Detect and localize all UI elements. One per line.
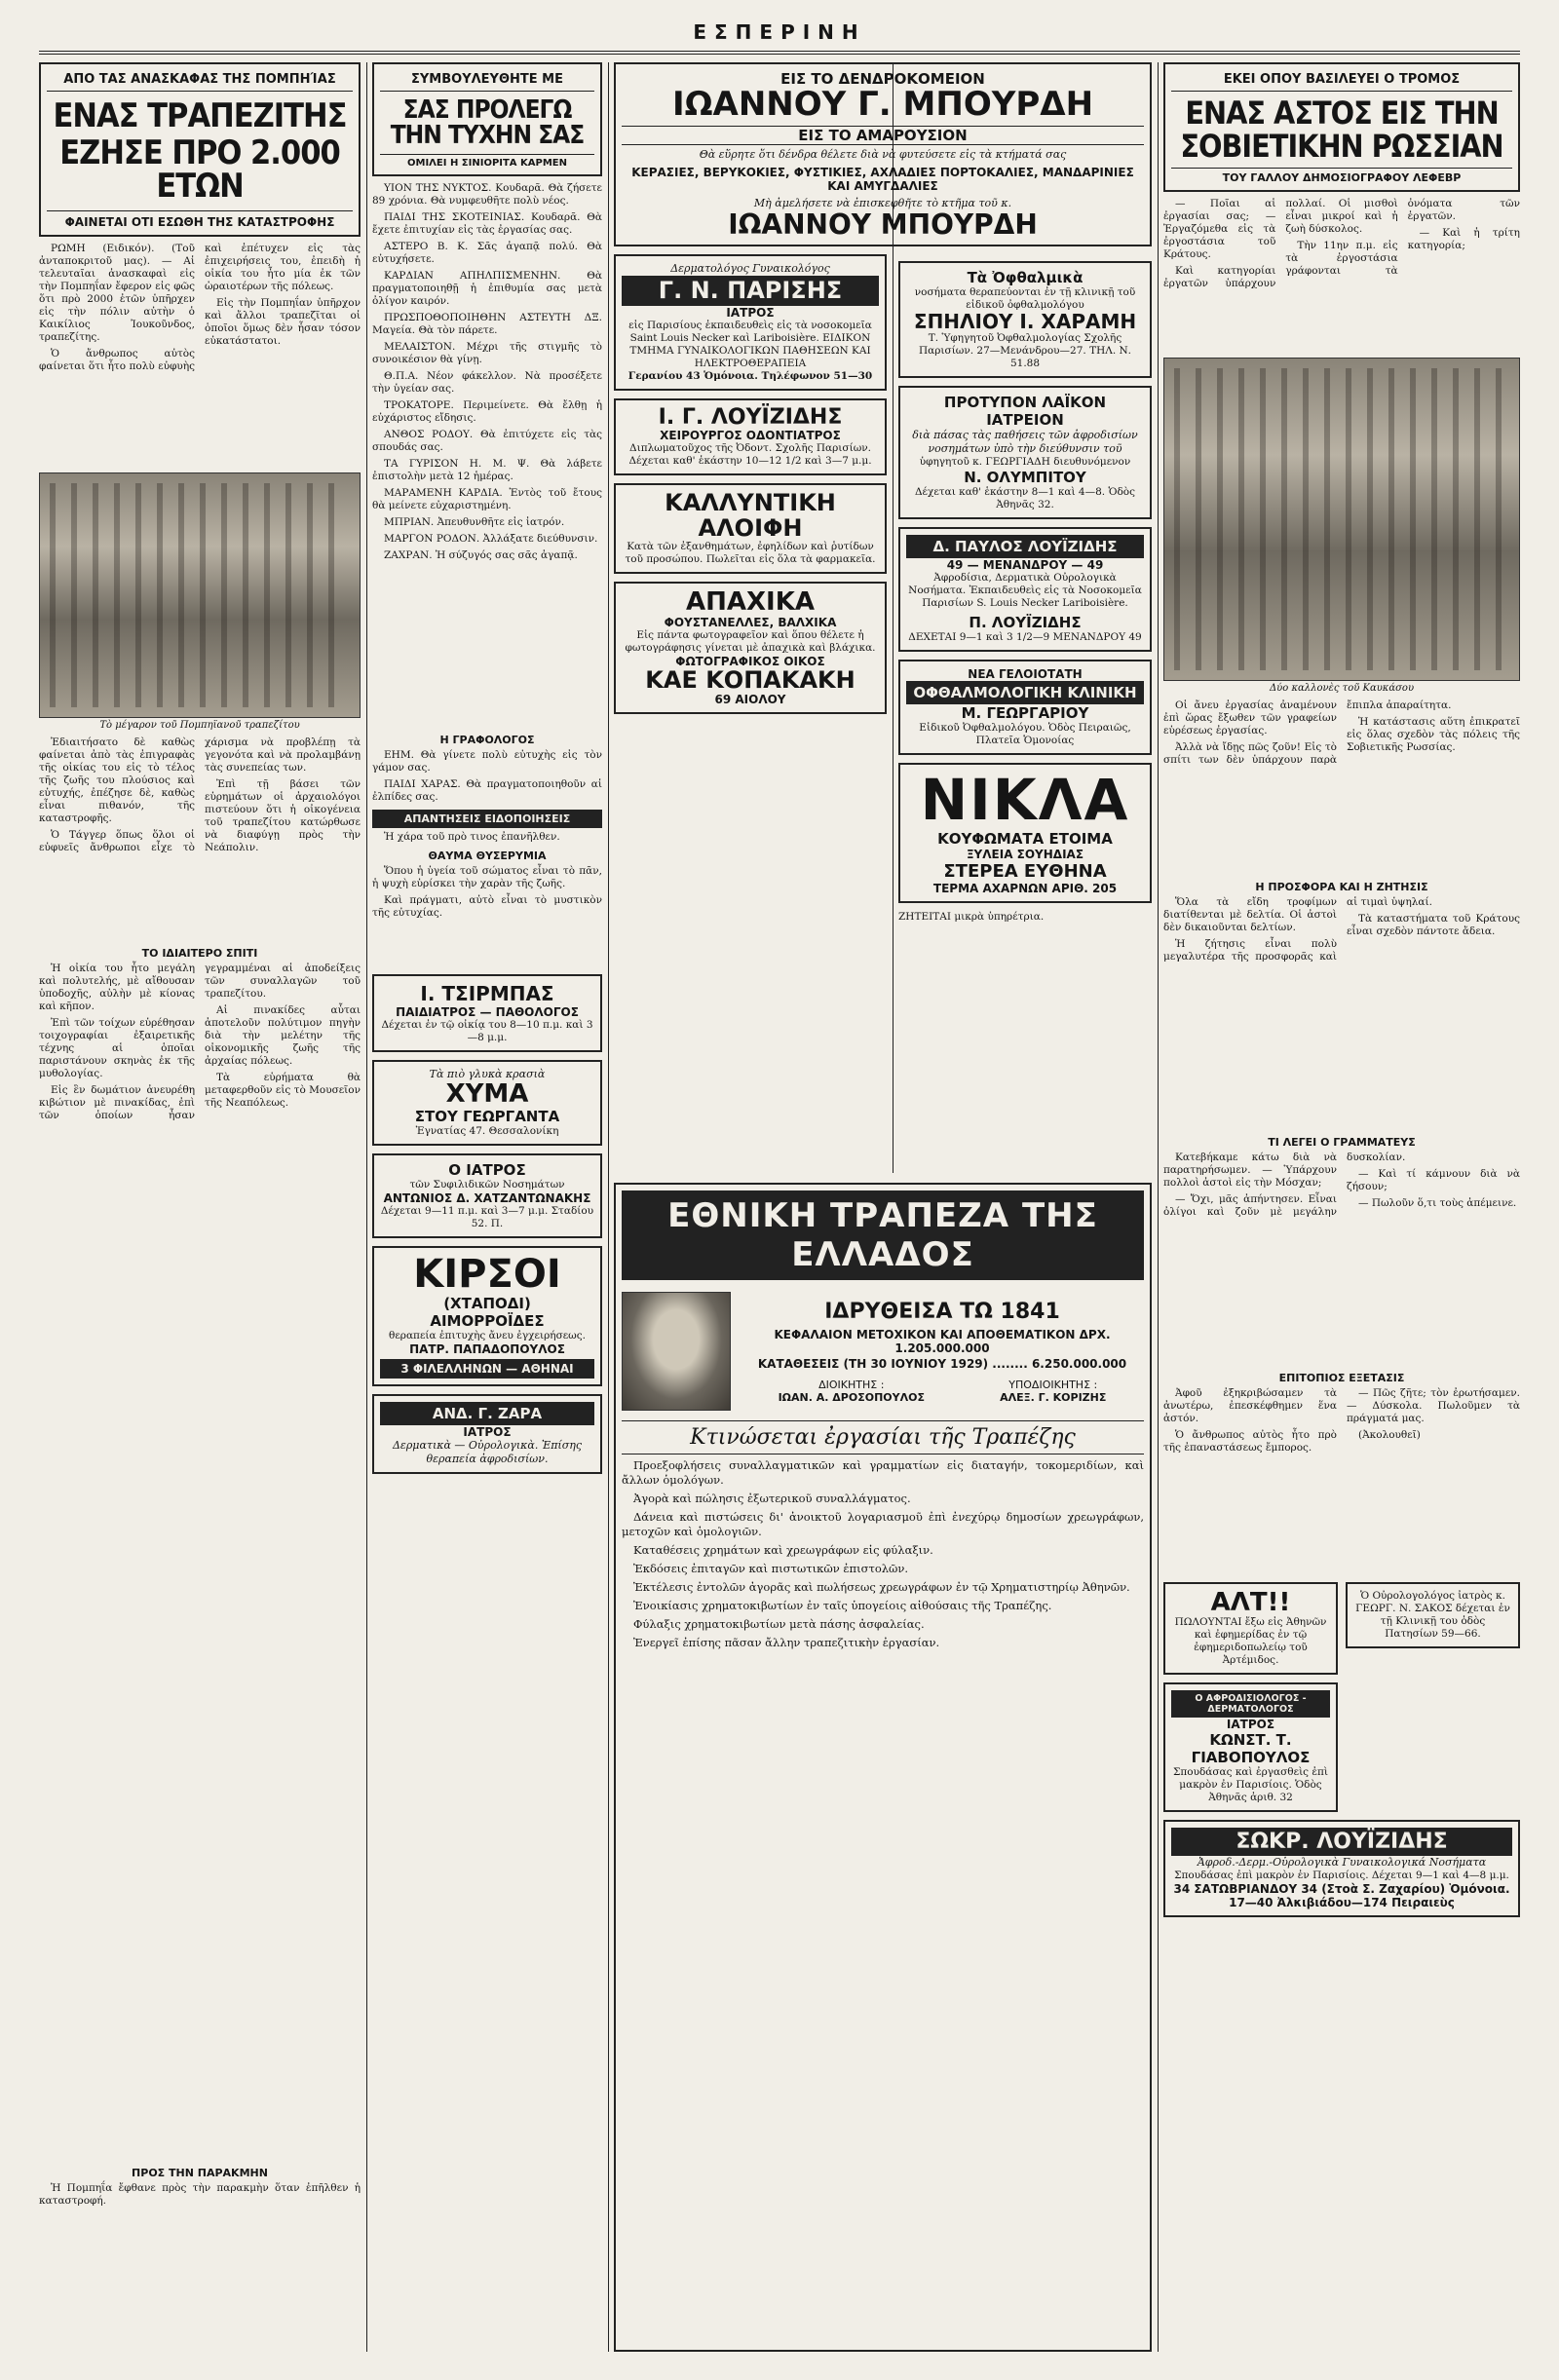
paragraph: Ἐδιαιτήσατο δὲ καθὼς φαίνεται ἀπὸ τὰς ἐπιγραφὰς τῆς οἰκίας του εἰς τὸ τέλος τῆς ζωῆς του πλούσιος καὶ εὐτυχής, ἐπέζησε δὲ, καθὼς εἶναι πιθανόν, τῆς καταστροφῆς.: [39, 737, 195, 824]
paragraph: (Ἀκολουθεῖ): [1358, 1429, 1421, 1441]
column-rule: [366, 62, 367, 2352]
ad-shop: ΦΩΤΟΓΡΑΦΙΚΟΣ ΟΙΚΟΣ: [675, 655, 825, 669]
ad-tag: Δερματολόγος Γυναικολόγος: [670, 262, 830, 276]
paragraph: Ἀλλὰ νὰ ἴδῃς πῶς ζοῦν! Εἰς τὸ σπίτι των δὲν ὑπάρχουν παρὰ ἔπιπλα ἀπαραίτητα.: [1163, 699, 1452, 766]
paragraph: Τὰ καταστήματα τοῦ Κράτους εἶναι σχεδὸν πάντοτε ἄδεια.: [1347, 913, 1520, 937]
paragraph: Εἰς τὴν Πομπηΐαν ὑπῆρχον καὶ ἄλλοι τραπεζῖται οἱ ὁποῖοι ὅμως δὲν ἦσαν τόσον εὐκατάστατοι.: [205, 297, 361, 347]
ad-text: Δερματικὰ — Οὐρολογικὰ. Ἐπίσης θεραπεία ἀφροδισίων.: [392, 1439, 583, 1466]
paragraph: — Ὄχι, μᾶς ἀπήντησεν. Εἶναι ὀλίγοι καὶ ζοῦν μὲ μεγάλην δυσκολίαν.: [1163, 1152, 1406, 1218]
headline: ΣΑΣ ΠΡΟΛΕΓΩ ΤΗΝ ΤΥΧΗΝ ΣΑΣ: [390, 95, 585, 150]
ad-intro: Τὰ πιὸ γλυκὰ κρασιὰ: [429, 1068, 546, 1080]
paragraph: Αἱ πινακίδες αὗται ἀποτελοῦν πολύτιμον πηγὴν διὰ τὴν μελέτην τῆς οἰκονομικῆς ζωῆς τῆς ἀρχαίας πόλεως.: [205, 1004, 361, 1067]
paragraph: ΡΩΜΗ (Ειδικόν). (Τοῦ ἀνταποκριτοῦ μας). — Αἱ τελευταῖαι ἀνασκαφαὶ εἰς τὴν Πομπηΐαν ἔφερον εἰς φῶς ὅτι πρὸ 2000 ἐτῶν ὑπῆρχεν εἰς τὴν πόλιν αὐτὴν ὁ Καικίλιος Ἰουκοῦνδος, τραπεζίτης.: [39, 243, 195, 343]
article-subhead: ΦΑΙΝΕΤΑΙ ΟΤΙ ΕΣΩΘΗ ΤΗΣ ΚΑΤΑΣΤΡΟΦΗΣ: [47, 210, 353, 229]
article-body: [372, 831, 602, 844]
ad-text: Ὁ Οὐρολογολόγος ἰατρὸς κ. ΓΕΩΡΓ. Ν. ΣΑΚΟΣ δέχεται ἐν τῇ Κλινικῇ του ὁδὸς Πατησίων 59—66.: [1355, 1590, 1510, 1640]
officer-governor: [779, 1379, 925, 1404]
ad-text: ΔΕΧΕΤΑΙ 9—1 καὶ 3 1/2—9 ΜΕΝΑΝΔΡΟΥ 49: [908, 631, 1142, 643]
bank-capital: ΚΕΦΑΛΑΙΟΝ ΜΕΤΟΧΙΚΟΝ ΚΑΙ ΑΠΟΘΕΜΑΤΙΚΟΝ ΔΡΧ. 1.205.000.000: [774, 1327, 1111, 1355]
newspaper-page: [39, 18, 1520, 2356]
ad-title: ΑΠΑΧΙΚΑ: [686, 586, 815, 617]
paragraph: Ἡ οἰκία του ἦτο μεγάλη καὶ πολυτελής, μὲ αἴθουσαν ὑποδοχῆς, αὐλὴν μὲ κίονας καὶ κῆπον.: [39, 963, 195, 1012]
article-body: [39, 737, 361, 941]
paragraph: Ὁ ἄνθρωπος αὐτὸς ἦτο πρὸ τῆς ἐπαναστάσεως ἔμπορος.: [1163, 1429, 1337, 1454]
paragraph: — Ποῖαι αἱ ἐργασίαι σας; — Ἐργαζόμεθα εἰς τὰ ἐργοστάσια τοῦ Κράτους.: [1163, 198, 1276, 260]
photo-caption: Δύο καλλονὲς τοῦ Καυκάσου: [1269, 683, 1415, 694]
paragraph: ΜΑΡΓΟΝ ΡΟΔΟΝ. Ἀλλάξατε διεύθυνσιν.: [384, 533, 598, 545]
ad-nikla: [898, 763, 1152, 903]
masthead: [39, 18, 1520, 55]
paragraph: Ἡ Πομπηΐα ἔφθανε πρὸς τὴν παρακμὴν ὅταν ἐπῆλθεν ἡ καταστροφή.: [39, 2182, 361, 2207]
ad-name: Μ. ΓΕΩΡΓΑΡΙΟΥ: [961, 704, 1089, 722]
article-body: [39, 2182, 361, 2208]
ad-louizidis: [614, 398, 887, 475]
ad-kirsoi: [372, 1246, 602, 1386]
paragraph: Ἡ κατάστασις αὕτη ἐπικρατεῖ εἰς ὅλας σχεδὸν τὰς πόλεις τῆς Σοβιετικῆς Ρωσσίας.: [1347, 716, 1520, 753]
pompeii-photo: [39, 472, 361, 718]
ad-title: ΑΛΤ!!: [1210, 1588, 1291, 1617]
paragraph: Ἡ χάρα τοῦ πρὸ τινος ἐπανῆλθεν.: [384, 831, 560, 843]
article-subhead: ΤΟΥ ΓΑΛΛΟΥ ΔΗΜΟΣΙΟΓΡΑΦΟΥ ΛΕΦΕΒΡ: [1171, 168, 1512, 184]
paragraph: — Πωλοῦν ὅ,τι τοὺς ἀπέμεινε.: [1358, 1197, 1517, 1209]
section-heading: ΤΙ ΛΕΓΕΙ Ο ΓΡΑΜΜΑΤΕΥΣ: [1268, 1136, 1416, 1149]
ad-eye-clinic: [898, 261, 1152, 378]
newspaper-name: ΕΣΠΕΡΙΝΗ: [693, 20, 866, 44]
article-soviet: [1163, 62, 1520, 2352]
service-item: Καταθέσεις χρημάτων καὶ χρεωγράφων εἰς φύλαξιν.: [633, 1543, 933, 1557]
paragraph: ΜΕΛΑΙΣΤΟΝ. Μέχρι τῆς στιγμῆς τὸ συνοικέσιον θὰ γίνῃ.: [372, 341, 602, 365]
paragraph: ΤΡΟΚΑΤΟΡΕ. Περιμείνετε. Θὰ ἔλθῃ ἡ εὐχάριστος εἴδησις.: [372, 399, 602, 424]
paragraph: Τὴν 11ην π.μ. εἰς τὰ ἐργοστάσια γράφονται τὰ ὀνόματα τῶν ἐργατῶν.: [1285, 198, 1520, 277]
article-body: [1163, 896, 1520, 1130]
ad-title: ΚΙΡΣΟΙ: [413, 1252, 561, 1298]
ad-name: Δ. ΠΑΥΛΟΣ ΛΟΥΪΖΙΔΗΣ: [906, 535, 1144, 558]
ad-parisis: [614, 254, 887, 391]
ad-title: ΕΙΣ ΤΟ ΔΕΝΔΡΟΚΟΜΕΙΟΝ: [780, 70, 985, 88]
service-item: Ἐκτέλεσις ἐντολῶν ἀγορᾶς καὶ πωλήσεως χρεωγράφων ἐν τῷ Χρηματιστηρίῳ Ἀθηνῶν.: [633, 1580, 1130, 1594]
ad-zaras: [372, 1394, 602, 1474]
ad-title: ΠΡΟΤΥΠΟΝ ΛΑΪΚΟΝ ΙΑΤΡΕΙΟΝ: [943, 394, 1107, 429]
ad-place: ΕΙΣ ΤΟ ΑΜΑΡΟΥΣΙΟΝ: [622, 126, 1144, 145]
paragraph: Κατεβήκαμε κάτω διὰ νὰ παρατηρήσωμεν. — Ὑπάρχουν πολλοὶ ἀστοὶ εἰς τὴν Μόσχαν;: [1163, 1152, 1337, 1189]
article-kicker: ΣΥΜΒΟΥΛΕΥΘΗΤΕ ΜΕ: [380, 70, 594, 92]
article-body: [1163, 699, 1520, 875]
headline-box: [1163, 62, 1520, 192]
ad-address: 3 ΦΙΛΕΛΛΗΝΩΝ — ΑΘΗΝΑΙ: [380, 1359, 594, 1379]
ad-name: Γ. Ν. ΠΑΡΙΣΗΣ: [622, 276, 879, 306]
ad-role: Ἀφροδ.-Δερμ.-Οὐρολογικὰ Γυναικολογικά Νοσήματα: [1197, 1856, 1487, 1870]
paragraph: Ὁ ἄνθρωπος αὐτὸς φαίνεται ὅτι ἦτο πολὺ εὐφυὴς καὶ ἐπέτυχεν εἰς τὰς ἐπιχειρήσεις του, ἐπειδὴ ἡ οἰκία του ἦτο μία ἐκ τῶν ὡραιοτέρων τῆς πόλεως.: [39, 243, 361, 372]
article-body: [39, 243, 361, 467]
ad-polyclinic: [898, 386, 1152, 519]
headline-line-1: ΕΝΑΣ ΤΡΑΠΕΖΙΤΗΣ: [53, 96, 347, 135]
service-item: Φύλαξις χρηματοκιβωτίων μετὰ πάσης ἀσφαλείας.: [633, 1617, 925, 1631]
service-item: Ἐνοικίασις χρηματοκιβωτίων ἐν ταῖς ὑπογείοις αἰθούσαις τῆς Τραπέζης.: [633, 1599, 1052, 1612]
ad-address: Γερανίου 43 Ὁμόνοια. Τηλέφωνον 51—30: [627, 370, 873, 383]
ads-right: [1346, 1582, 1520, 1820]
service-item: Δάνεια καὶ πιστώσεις δι' ἀνοικτοῦ λογαριασμοῦ ἐπὶ ἐνεχύρῳ δημοσίων χρεωγράφων, μετοχῶν καὶ ὁμολογιῶν.: [622, 1510, 1144, 1538]
paragraph: ΑΝΘΟΣ ΡΟΔΟΥ. Θὰ ἐπιτύχετε εἰς τὰς σπουδάς σας.: [372, 429, 602, 453]
ad-address: 34 ΣΑΤΩΒΡΙΑΝΔΟΥ 34 (Στοὰ Σ. Ζαχαρίου) Ὁμόνοια. 17—40 Ἀλκιβιάδου—174 Πειραιεὺς: [1173, 1882, 1510, 1910]
ad-title: Τὰ Ὀφθαλμικὰ: [967, 269, 1084, 286]
ad-title: Ι. ΤΣΙΡΜΠΑΣ: [420, 982, 554, 1005]
section-heading: ΤΟ ΙΔΙΑΙΤΕΡΟ ΣΠΙΤΙ: [141, 947, 258, 960]
ad-subtitle: ΦΟΥΣΤΑΝΕΛΛΕΣ, ΒΑΛΧΙΚΑ: [664, 616, 837, 630]
paragraph: Ἡ ζήτησις εἶναι πολὺ μεγαλυτέρα τῆς προσφορᾶς καὶ αἱ τιμαὶ ὑψηλαί.: [1163, 896, 1432, 963]
paragraph: ΜΑΡΑΜΕΝΗ ΚΑΡΔΙΑ. Ἐντὸς τοῦ ἔτους θὰ μείνετε εὐχαριστημένη.: [372, 487, 602, 511]
section-heading: ΕΠΙΤΟΠΙΟΣ ΕΞΕΤΑΣΙΣ: [1278, 1372, 1405, 1384]
ad-text: Σπουδάσας καὶ ἐργασθεὶς ἐπὶ μακρὸν ἐν Παρισίοις. Ὁδὸς Ἀθηνᾶς ἀριθ. 32: [1172, 1766, 1329, 1804]
ad-name: ΑΝΤΩΝΙΟΣ Δ. ΧΑΤΖΑΝΤΩΝΑΚΗΣ: [383, 1191, 591, 1206]
column-rule: [1158, 62, 1159, 2352]
ad-subtitle: (ΧΤΑΠΟΔΙ): [443, 1295, 531, 1313]
officer-vice: [1000, 1379, 1106, 1404]
paragraph: — Πῶς ζῆτε; τὸν ἐρωτήσαμεν. — Δύσκολα. Πωλοῦμεν τὰ πράγματά μας.: [1347, 1387, 1520, 1424]
ad-text: Ἀφροδίσια, Δερματικὰ Οὐρολογικὰ Νοσήματα. Ἐκπαιδευθεὶς εἰς τὰ Νοσοκομεῖα Παρισίων S. Louis Necker Lariboisière.: [908, 572, 1142, 609]
founder-portrait: [622, 1292, 731, 1411]
article-subhead: ΟΜΙΛΕΙ Η ΣΙΝΙΟΡΙΤΑ ΚΑΡΜΕΝ: [380, 154, 594, 169]
article-body: [372, 865, 602, 963]
paragraph: Ἐπὶ τῇ βάσει τῶν εὑρημάτων οἱ ἀρχαιολόγοι πιστεύουν ὅτι ἡ οἰκογένεια τοῦ τραπεζίτου κατώρθωσε νὰ διαφύγῃ πρὸς τὴν Νεάπολιν.: [205, 778, 361, 853]
ad-text: Κατὰ τῶν ἐξανθημάτων, ἐφηλίδων καὶ ῥυτίδων τοῦ προσώπου. Πωλεῖται εἰς ὅλα τὰ φαρμακεῖα.: [625, 540, 876, 565]
ad-subtitle: ΙΑΤΡΟΣ: [463, 1425, 512, 1440]
ad-tag: Ο ΑΦΡΟΔΙΣΙΟΛΟΓΟΣ - ΔΕΡΜΑΤΟΛΟΓΟΣ: [1171, 1690, 1330, 1718]
section-heading: Η ΠΡΟΣΦΟΡΑ ΚΑΙ Η ΖΗΤΗΣΙΣ: [1255, 881, 1428, 893]
caucasus-photo: [1163, 358, 1520, 681]
ad-title: ΚΑΛΛΥΝΤΙΚΗ ΑΛΟΙΦΗ: [665, 489, 836, 542]
paragraph: Θ.Π.Α. Νέον φάκελλον. Νὰ προσέξετε τὴν ὑγείαν σας.: [372, 370, 602, 395]
ad-role: ΙΑΤΡΟΣ: [726, 306, 775, 321]
headline-line-2: ΣΟΒΙΕΤΙΚΗΝ ΡΩΣΣΙΑΝ: [1180, 128, 1503, 165]
ad-alt: [1163, 1582, 1338, 1675]
ad-name: Ι. Γ. ΛΟΥΪΖΙΔΗΣ: [658, 405, 843, 431]
ad-clinic: [1346, 1582, 1520, 1648]
ad-title: ΟΦΘΑΛΜΟΛΟΓΙΚΗ ΚΛΙΝΙΚΗ: [906, 681, 1144, 704]
paragraph: — Καὶ τί κάμνουν διὰ νὰ ζήσουν;: [1347, 1168, 1520, 1192]
ad-address: Δέχεται καθ' ἑκάστην 8—1 καὶ 4—8. Ὁδὸς Ἀθηνᾶς 32.: [914, 486, 1136, 510]
ads-column-4: [898, 261, 1152, 1173]
ad-text: Διπλωματοῦχος τῆς Ὀδοντ. Σχολῆς Παρισίων. Δέχεται καθ' ἑκάστην 10—12 1/2 καὶ 3—7 μ.μ.: [628, 442, 872, 468]
ad-brand: ΚΑΕ ΚΟΠΑΚΑΚΗ: [645, 666, 856, 695]
ad-role: ΧΕΙΡΟΥΡΓΟΣ ΟΔΟΝΤΙΑΤΡΟΣ: [660, 429, 841, 443]
ad-tsirmpas: [372, 974, 602, 1052]
article-body: [39, 963, 361, 2161]
service-item: Ἐνεργεῖ ἐπίσης πᾶσαν ἄλλην τραπεζιτικὴν ἐργασίαν.: [633, 1636, 940, 1649]
ad-optician: [898, 660, 1152, 755]
bank-slogan: Κτινώσεται ἐργασίαι τῆς Τραπέζης: [690, 1425, 1076, 1450]
article-fortune: [372, 62, 602, 2352]
bank-header: [622, 1286, 1144, 1417]
service-item: Ἐκδόσεις ἐπιταγῶν καὶ πιστωτικῶν ἐπιστολῶν.: [633, 1562, 909, 1575]
article-body: [1163, 1387, 1520, 1582]
divider: [622, 1420, 1144, 1421]
paragraph: Εἰς ἓν δωμάτιον ἀνευρέθη κιβώτιον μὲ πινακίδας, ἐπὶ τῶν ὁποίων ἦσαν γεγραμμέναι αἱ ἀποδείξεις τῶν συναλλαγῶν τοῦ τραπεζίτου.: [39, 963, 361, 1121]
ad-title: ΧΥΜΑ: [445, 1079, 529, 1109]
bank-name: ΕΘΝΙΚΗ ΤΡΑΠΕΖΑ ΤΗΣ ΕΛΛΑΔΟΣ: [622, 1190, 1144, 1280]
officer-title: ΔΙΟΙΚΗΤΗΣ :: [818, 1378, 885, 1391]
ad-title: ΑΝΔ. Γ. ΖΑΡΑ: [380, 1402, 594, 1425]
ad-text: διὰ πάσας τὰς παθήσεις τῶν ἀφροδισίων νοσημάτων ὑπὸ τὴν διεύθυνσιν τοῦ: [912, 429, 1138, 455]
ad-role: ΙΑΤΡΟΣ: [1226, 1718, 1275, 1732]
article-kicker: ΕΚΕΙ ΟΠΟΥ ΒΑΣΙΛΕΥΕΙ Ο ΤΡΟΜΟΣ: [1171, 70, 1512, 92]
section-heading: ΠΡΟΣ ΤΗΝ ΠΑΡΑΚΜΗΝ: [132, 2167, 268, 2179]
ad-iatros: [372, 1153, 602, 1238]
paragraph: ΤΑ ΓΥΡΙΣΟΝ Η. Μ. Ψ. Θὰ λάβετε ἐπιστολὴν μετὰ 12 ἡμέρας.: [372, 458, 602, 482]
paragraph: Καὶ κατηγορίαι ἐργατῶν ὑπάρχουν πολλαί. Οἱ μισθοὶ εἶναι μικροί καὶ ἡ ζωὴ δύσκολος.: [1163, 198, 1398, 289]
headline-box: [372, 62, 602, 176]
ad-text: ΠΩΛΟΥΝΤΑΙ ἔξω εἰς Ἀθηνῶν καὶ ἐφημερίδας ἐν τῷ ἐφημεριδοπωλείῳ τοῦ Ἀρτέμιδος.: [1174, 1616, 1327, 1667]
ad-footer-name: ΙΩΑΝΝΟΥ ΜΠΟΥΡΔΗ: [728, 208, 1038, 241]
ad-tag: ΝΕΑ ΓΕΛΟΙΟΤΑΤΗ: [968, 667, 1083, 681]
bank-officers: [741, 1379, 1144, 1404]
ad-text: τῶν Συφιλιδικῶν Νοσημάτων: [409, 1179, 565, 1191]
headline-line-2: ΕΖΗΣΕ ΠΡΟ 2.000 ΕΤΩΝ: [59, 133, 340, 206]
ad-name: ΣΩΚΡ. ΛΟΥΪΖΙΔΗΣ: [1171, 1828, 1512, 1856]
bank-founded: ΙΔΡΥΘΕΙΣΑ ΤΩ 1841: [824, 1299, 1060, 1324]
ad-text: νοσήματα θεραπεύονται ἐν τῇ κλινικῇ τοῦ εἰδικοῦ ὀφθαλμολόγου: [914, 286, 1136, 311]
ad-text: Εἰς πάντα φωτογραφεῖον καὶ ὅπου θέλετε ἡ φωτογράφησις γίνεται μὲ ἀπαχικὰ καὶ βλάχικα.: [625, 629, 876, 655]
ad-subtitle: ΣΤΕΡΕΑ ΕΥΘΗΝΑ: [943, 860, 1107, 882]
ad-name: ΣΠΗΛΙΟΥ Ι. ΧΑΡΑΜΗ: [913, 310, 1137, 333]
ad-subtitle: ΚΟΥΦΩΜΑΤΑ ΕΤΟΙΜΑ: [937, 829, 1113, 848]
ad-subtitle: ΠΑΙΔΙΑΤΡΟΣ — ΠΑΘΟΛΟΓΟΣ: [396, 1005, 579, 1019]
ad-subtitle: ΞΥΛΕΙΑ ΣΟΥΗΔΙΑΣ: [966, 847, 1084, 861]
paragraph: Ὅπου ἡ ὑγεία τοῦ σώματος εἶναι τὸ πᾶν, ἡ ψυχὴ εὑρίσκει τὴν χαρὰν τῆς ζωῆς.: [372, 865, 602, 889]
paragraph: Καὶ πράγματι, αὐτὸ εἶναι τὸ μυστικὸν τῆς εὐτυχίας.: [372, 894, 602, 919]
ad-address: ΤΕΡΜΑ ΑΧΑΡΝΩΝ ΑΡΙΘ. 205: [932, 881, 1118, 895]
paragraph: Τὰ εὑρήματα θὰ μεταφερθοῦν εἰς τὸ Μουσεῖον τῆς Νεαπόλεως.: [205, 1072, 361, 1109]
paragraph: ΖΑΧΡΑΝ. Ἡ σύζυγός σας σᾶς ἀγαπᾷ.: [384, 549, 578, 561]
paragraph: ΠΑΙΔΙ ΤΗΣ ΣΚΟΤΕΙΝΙΑΣ. Κουδαρᾶ. Θὰ ἔχετε ἐπιτυχίαν εἰς τὰς ἐργασίας σας.: [372, 211, 602, 236]
ad-name: Π. ΛΟΥΪΖΙΔΗΣ: [969, 614, 1082, 631]
paragraph: ΠΑΙΔΙ ΧΑΡΑΣ. Θὰ πραγματοποιηθοῦν αἱ ἐλπίδες σας.: [372, 778, 602, 803]
section-heading: Η ΓΡΑΦΟΛΟΓΟΣ: [439, 734, 535, 746]
ad-name: ΠΑΤΡ. ΠΑΠΑΔΟΠΟΥΛΟΣ: [409, 1342, 565, 1357]
ad-subtitle: ΣΤΟΥ ΓΕΩΡΓΑΝΤΑ: [414, 1108, 560, 1126]
ad-address: Τ. Ὑφηγητοῦ Ὀφθαλμολογίας Σχολῆς Παρισίων. 27—Μενάνδρου—27. ΤΗΛ. Ν. 51.88: [918, 332, 1132, 369]
ad-address: Δέχεται 9—11 π.μ. καὶ 3—7 μ.μ. Σταδίου 52. Π.: [380, 1205, 594, 1230]
officer-name: ΑΛΕΞ. Γ. ΚΟΡΙΖΗΣ: [1000, 1390, 1107, 1404]
ad-louizidis-2: [898, 527, 1152, 652]
officer-name: ΙΩΑΝ. Α. ΔΡΟΣΟΠΟΥΛΟΣ: [778, 1390, 925, 1404]
ad-role: ὑφηγητοῦ κ. ΓΕΩΡΓΙΑΔΗ διευθυνόμενον: [919, 456, 1131, 468]
article-body: [372, 182, 602, 728]
article-body: [1163, 198, 1520, 354]
ad-name: ΙΩΑΝΝΟΥ Γ. ΜΠΟΥΡΔΗ: [671, 85, 1094, 124]
paragraph: Ὁ Τάγγερ ὅπως ὅλοι οἱ εὐφυεῖς ἄνθρωποι εἶχε τὸ χάρισμα νὰ προβλέπῃ τὰ γεγονότα καὶ νὰ προλαμβάνῃ τὰς συνεπείας των.: [39, 737, 361, 853]
paragraph: ΠΡΩΣΠΟΘΟΠΟΙΗΘΗΝ ΑΣΤΕΥΤΗ ΔΞ. Μαγεία. Θὰ τὸν πάρετε.: [372, 312, 602, 336]
article-body: [1163, 1152, 1520, 1366]
ad-subtitle: ΑΙΜΟΡΡΟΪΔΕΣ: [430, 1312, 545, 1331]
paragraph: ΕΗΜ. Θὰ γίνετε πολὺ εὐτυχὴς εἰς τὸν γάμον σας.: [372, 749, 602, 774]
photo-caption: Τὸ μέγαρον τοῦ Πομπηϊανοῦ τραπεζίτου: [99, 720, 300, 731]
paragraph: — Καὶ ἡ τρίτη κατηγορία;: [1407, 227, 1520, 251]
ads-left: [1163, 1582, 1338, 1820]
ad-address: 49 — ΜΕΝΑΝΔΡΟΥ — 49: [946, 558, 1104, 572]
ad-giavopoulos: [1163, 1682, 1338, 1812]
ad-text: εἰς Παρισίους ἐκπαιδευθεὶς εἰς τὰ νοσοκομεῖα Saint Louis Necker καὶ Lariboisière. ΕΙΔΙΚΟΝ ΤΜΗΜΑ ΓΥΝΑΙΚΟΛΟΓΙΚΩΝ ΠΑΘΗΣΕΩΝ ΚΑΙ ΗΛΕΚΤΡΟΘΕΡΑΠΕΙΑ: [628, 320, 872, 370]
article-pompeii: [39, 62, 361, 2352]
paragraph: ΑΣΤΕΡΟ Β. Κ. Σᾶς ἀγαπᾷ πολύ. Θὰ εὐτυχήσετε.: [372, 241, 602, 265]
bank-deposits: ΚΑΤΑΘΕΣΕΙΣ (ΤΗ 30 ΙΟΥΝΙΟΥ 1929) ........ 6.250.000.000: [757, 1356, 1127, 1371]
ad-text: Θὰ εὕρητε ὅτι δένδρα θέλετε διὰ νὰ φυτεύσετε εἰς τὰ κτήματά σας: [699, 147, 1067, 161]
ad-text: θεραπεία ἐπιτυχὴς ἄνευ ἐγχειρήσεως.: [389, 1330, 586, 1342]
headline-box: [39, 62, 361, 237]
ad-xyma: [372, 1060, 602, 1146]
ad-address: 69 ΑΙΟΛΟΥ: [714, 693, 786, 707]
paragraph: Ἐπὶ τῶν τοίχων εὑρέθησαν τοιχογραφίαι ἐξαιρετικῆς τέχνης αἱ ὁποῖαι παριστάνουν σκηνὰς ἐκ τῆς μυθολογίας.: [39, 1017, 195, 1079]
ad-text: Δέχεται ἐν τῷ οἰκίᾳ του 8—10 π.μ. καὶ 3—8 μ.μ.: [381, 1019, 593, 1043]
ad-address: Ἐγνατίας 47. Θεσσαλονίκη: [415, 1125, 559, 1138]
ad-national-bank: [614, 1183, 1152, 2352]
ad-text: Εἰδικοῦ Ὀφθαλμολόγου. Ὁδὸς Πειραιῶς, Πλατεῖα Ὁμονοίας: [919, 722, 1131, 746]
ad-aloifi: [614, 483, 887, 573]
ad-dendrokomeion: [614, 62, 1152, 246]
ads-row: [1163, 1582, 1520, 1820]
paragraph: ΥΙΟΝ ΤΗΣ ΝΥΚΤΟΣ. Κουδαρᾶ. Θὰ ζήσετε 89 χρόνια. Θὰ νυμφευθῆτε πολὺ νέος.: [372, 182, 602, 207]
section-heading: ΑΠΑΝΤΗΣΕΙΣ ΕΙΔΟΠΟΙΗΣΕΙΣ: [372, 810, 602, 828]
service-item: Προεξοφλήσεις συναλλαγματικῶν καὶ γραμματίων εἰς διαταγήν, τοκομεριδίων, καὶ ἄλλων ὁμολόγων.: [622, 1458, 1144, 1487]
ad-louizidis-4: [1163, 1820, 1520, 1917]
ad-title: ΝΙΚΛΑ: [920, 767, 1130, 833]
section-heading: ΘΑΥΜΑ ΘΥΣΕΡΥΜΙΑ: [428, 850, 547, 862]
ad-list: ΚΕΡΑΣΙΕΣ, ΒΕΡΥΚΟΚΙΕΣ, ΦΥΣΤΙΚΙΕΣ, ΑΧΛΑΔΙΕΣ ΠΟΡΤΟΚΑΛΙΕΣ, ΜΑΝΔΑΡΙΝΙΕΣ ΚΑΙ ΑΜΥΓΔΑΛΙΕΣ: [631, 165, 1134, 193]
service-item: Ἀγορὰ καὶ πώλησις ἐξωτερικοῦ συναλλάγματος.: [633, 1492, 911, 1505]
paragraph: ΚΑΡΔΙΑΝ ΑΠΗΛΠΙΣΜΕΝΗΝ. Θὰ πραγματοποιηθῇ ἡ ἐπιθυμία σας μετὰ ὀλίγον καιρόν.: [372, 270, 602, 307]
paragraph: ΜΠΡΙΑΝ. Ἀπευθυνθῆτε εἰς ἰατρόν.: [384, 516, 565, 528]
ad-footer: Μὴ ἀμελήσετε νὰ ἐπισκεφθῆτε τὸ κτῆμα τοῦ κ.: [753, 196, 1012, 209]
ad-text: Σπουδάσας ἐπὶ μακρὸν ἐν Παρισίοις. Δέχεται 9—1 καὶ 4—8 μ.μ.: [1174, 1870, 1509, 1882]
ad-name: ΚΩΝΣΤ. Τ. ΓΙΑΒΟΠΟΥΛΟΣ: [1191, 1731, 1311, 1767]
paragraph: Ὅλα τὰ εἴδη τροφίμων διατίθενται μὲ δελτία. Οἱ ἀστοὶ δὲν δικαιοῦνται δελτίων.: [1163, 896, 1337, 933]
headline-line-1: ΕΝΑΣ ΑΣΤΟΣ ΕΙΣ ΤΗΝ: [1185, 94, 1499, 132]
article-body: [372, 749, 602, 804]
classified-wanted: ΖΗΤΕΙΤΑΙ μικρὰ ὑπηρέτρια.: [898, 910, 1045, 923]
bank-services: [622, 1458, 1144, 1650]
article-kicker: ΑΠΟ ΤΑΣ ΑΝΑΣΚΑΦΑΣ ΤΗΣ ΠΟΜΠΗΊΑΣ: [47, 70, 353, 92]
paragraph: Ἀφοῦ ἐξηκριβώσαμεν τὰ ἀνωτέρω, ἐπεσκέφθημεν ἕνα ἀστόν.: [1163, 1387, 1337, 1424]
ad-title: Ο ΙΑΤΡΟΣ: [448, 1161, 526, 1180]
officer-title: ΥΠΟΔΙΟΙΚΗΤΗΣ :: [1008, 1378, 1098, 1391]
bank-facts: [741, 1300, 1144, 1404]
paragraph: Οἱ ἄνευ ἐργασίας ἀναμένουν ἐπὶ ὥρας ἔξωθεν τῶν γραφείων εὑρέσεως ἐργασίας.: [1163, 699, 1337, 737]
column-rule: [608, 62, 609, 2352]
ad-name: Ν. ΟΛΥΜΠΙΤΟΥ: [964, 469, 1086, 486]
ad-apaxika: [614, 582, 887, 714]
